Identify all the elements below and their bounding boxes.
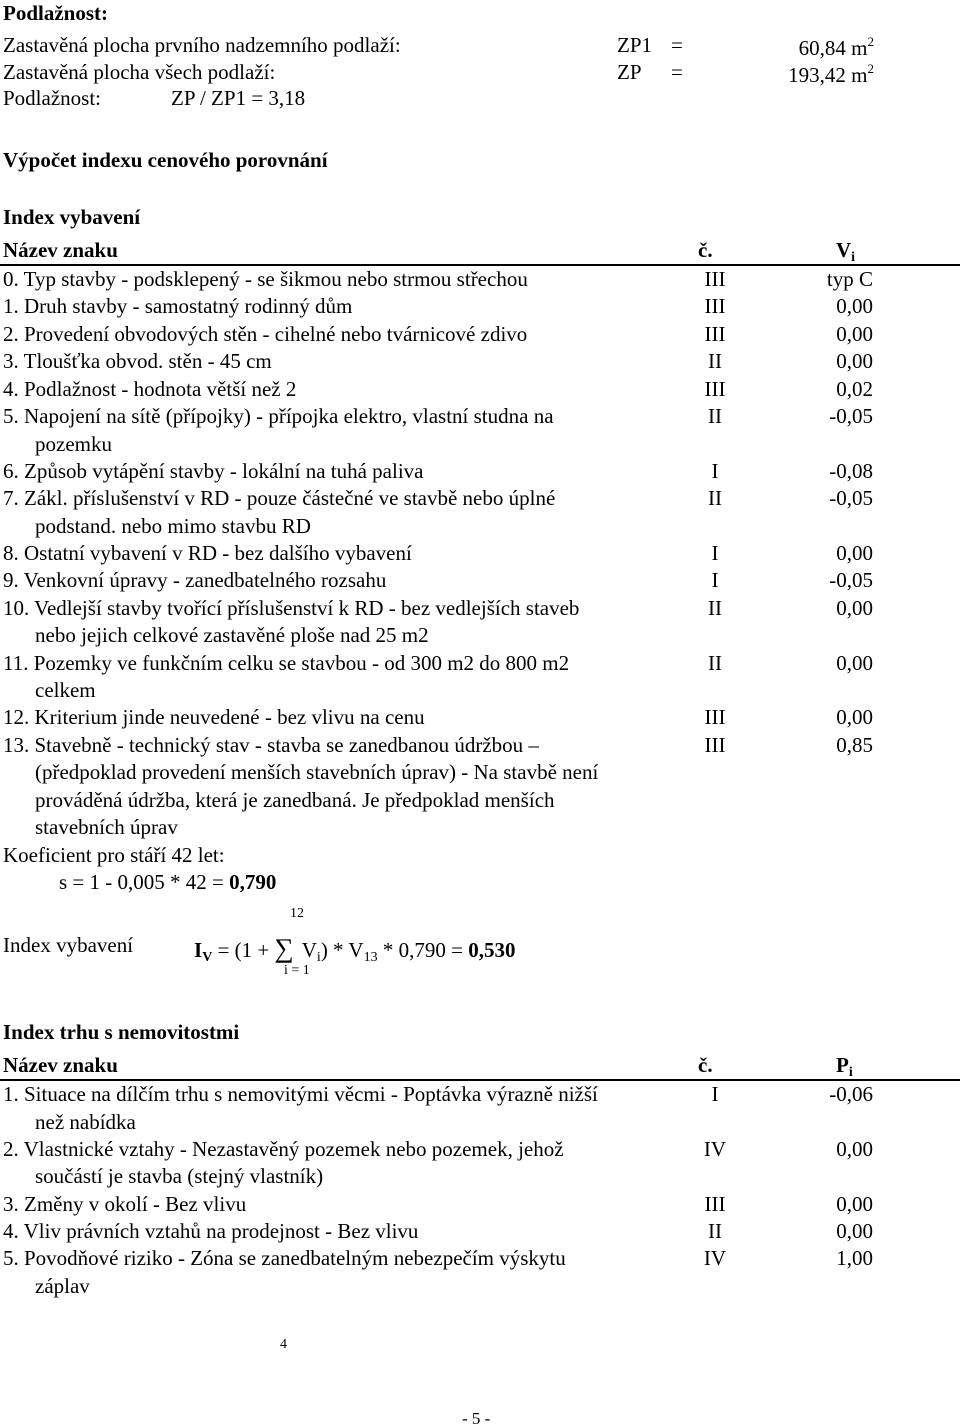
sum-upper-limit: 12 — [290, 906, 304, 921]
row-label-line: 0. Typ stavby - podsklepený - se šikmou nebo strmou střechou — [3, 267, 528, 291]
row-label — [3, 458, 683, 486]
podlaznost-row2-value: 193,42 $m^2$ — [788, 61, 874, 87]
podlaznost-row1-label: Zastavěná plocha prvního nadzemního podlaží: — [3, 33, 401, 57]
row-label-line: 4. Vliv právních vztahů na prodejnost - Bez vlivu — [3, 1219, 419, 1243]
row-class: I — [711, 541, 719, 565]
row-label-continuation: podstand. nebo mimo stavbu RD — [35, 513, 311, 538]
row-class: II — [708, 486, 722, 511]
vypocet-heading: Výpočet indexu cenového porovnání — [3, 148, 328, 172]
vybaveni-col-value: $V_i$ — [836, 238, 856, 265]
row-label-continuation: pozemku — [35, 431, 112, 456]
row-label-line: 3. Změny v okolí - Bez vlivu — [3, 1191, 247, 1216]
koeficient-label: Koeficient pro stáří 42 let: — [3, 843, 225, 867]
row-label — [3, 704, 683, 732]
row-label — [3, 321, 683, 349]
row-value: 0,00 — [836, 1191, 873, 1216]
row-class: III — [704, 732, 726, 757]
row-class: III — [704, 294, 726, 319]
row-label — [3, 293, 683, 321]
sum-sign: ∑ — [274, 933, 294, 963]
row-value: 0,00 — [836, 595, 873, 620]
row-label-line: 4. Podlažnost - hodnota větší než 2 — [3, 376, 297, 401]
row-label-line: 2. Vlastnické vztahy - Nezastavěný pozemek nebo pozemek, jehož — [3, 1136, 564, 1161]
row-label-line: 1. Druh stavby - samostatný rodinný dům — [3, 294, 353, 319]
row-label — [3, 348, 683, 376]
row-class: III — [704, 1191, 726, 1216]
row-label — [3, 1136, 683, 1191]
row-value: 0,02 — [836, 376, 873, 401]
row-class: I — [711, 1082, 719, 1106]
row-label — [3, 1191, 683, 1219]
podlaznost-heading: Podlažnost: — [3, 1, 108, 25]
index-vybaveni-heading: Index vybavení — [3, 205, 141, 229]
vybaveni-col-class: č. — [698, 238, 713, 262]
row-class: III — [704, 267, 726, 291]
row-value: 0,00 — [836, 705, 873, 730]
row-label-continuation: než nabídka — [35, 1109, 136, 1134]
podlaznost-row3-label: Podlažnost: — [3, 86, 101, 110]
row-label — [3, 266, 683, 294]
row-label — [3, 403, 683, 458]
row-label — [3, 732, 683, 842]
row-label — [3, 567, 683, 595]
row-label-continuation: záplav — [35, 1273, 90, 1298]
trhu-col-name: Název znaku — [3, 1053, 118, 1077]
row-class: IV — [703, 1136, 727, 1161]
row-label-continuation: celkem — [35, 678, 96, 703]
row-label-line: 2. Provedení obvodových stěn - cihelné nebo tvárnicové zdivo — [3, 321, 528, 346]
row-label-continuation: součástí je stavba (stejný vlastník) — [35, 1164, 324, 1189]
row-label — [3, 1218, 683, 1246]
page-number: - 5 - — [462, 1409, 491, 1428]
row-class: II — [708, 404, 722, 428]
podlaznost-row2-label: Zastavěná plocha všech podlaží: — [3, 60, 276, 84]
trhu-col-value: $P_i$ — [836, 1053, 853, 1080]
row-label-line: 3. Tloušťka obvod. stěn - 45 cm — [3, 349, 272, 374]
koeficient-formula: s = 1 - 0,005 * 42 = 0,790 — [59, 870, 277, 894]
row-label-continuation: (předpoklad provedení menších stavebních úprav) - Na stavbě není — [35, 760, 599, 785]
row-class: II — [708, 1219, 722, 1243]
trhu-col-class: č. — [698, 1053, 713, 1077]
row-label — [3, 376, 683, 404]
trhu-sum-upper: 4 — [280, 1337, 287, 1352]
row-value: 0,00 — [836, 321, 873, 346]
row-label-line: 13. Stavebně - technický stav - stavba se zanedbanou údržbou – — [3, 732, 539, 757]
row-label — [3, 540, 683, 568]
row-class: IV — [703, 1246, 727, 1271]
row-value: 0,00 — [836, 1219, 873, 1243]
row-label — [3, 650, 683, 705]
podlaznost-row1-eq: = — [671, 33, 683, 57]
row-class: III — [704, 376, 726, 401]
row-class: II — [708, 595, 722, 620]
row-value: typ C — [826, 267, 873, 291]
row-label-line: 10. Vedlejší stavby tvořící příslušenství k RD - bez vedlejších staveb — [3, 595, 580, 620]
row-class: II — [708, 650, 722, 675]
row-value: -0,05 — [829, 486, 873, 511]
row-label-line: 6. Způsob vytápění stavby - lokální na tuhá paliva — [3, 458, 424, 483]
row-value: -0,05 — [829, 568, 873, 593]
row-value: 0,00 — [836, 650, 873, 675]
row-class: III — [704, 321, 726, 346]
row-class: II — [708, 349, 722, 374]
row-label — [3, 1245, 683, 1300]
row-value: 1,00 — [836, 1246, 873, 1271]
vybaveni-col-name: Název znaku — [3, 238, 118, 262]
row-label — [3, 485, 683, 540]
row-value: 0,85 — [836, 732, 873, 757]
row-value: -0,06 — [829, 1082, 873, 1106]
formula-label: Index vybavení — [3, 933, 134, 957]
row-label — [3, 595, 683, 650]
row-label-line: 7. Zákl. příslušenství v RD - pouze částečné ve stavbě nebo úplné — [3, 486, 556, 511]
row-class: I — [711, 568, 719, 593]
row-label-continuation: prováděná údržba, která je zanedbaná. Je předpoklad menších — [35, 787, 555, 812]
row-value: 0,00 — [836, 294, 873, 319]
row-value: 0,00 — [836, 541, 873, 565]
formula-expression: $I_V = (1$ + ∑ $V_i) * V_{13} * 0,790 = 0,530$ — [194, 933, 516, 965]
podlaznost-row2-eq: = — [671, 60, 683, 84]
row-label-continuation: stavebních úprav — [35, 815, 178, 840]
row-label-line: 11. Pozemky ve funkčním celku se stavbou - od 300 m2 do 800 m2 — [3, 650, 570, 675]
podlaznost-row2-code: ZP — [617, 60, 642, 84]
row-label-line: 12. Kriterium jinde neuvedené - bez vlivu na cenu — [3, 705, 425, 730]
row-label-line: 8. Ostatní vybavení v RD - bez dalšího vybavení — [3, 541, 412, 565]
row-class: I — [711, 458, 719, 483]
row-value: 0,00 — [836, 349, 873, 374]
podlaznost-row3-formula: ZP / ZP1 = 3,18 — [171, 86, 306, 110]
row-value: -0,08 — [829, 458, 873, 483]
row-label-line: 9. Venkovní úpravy - zanedbatelného rozsahu — [3, 568, 387, 593]
row-label-line: 5. Povodňové riziko - Zóna se zanedbatelným nebezpečím výskytu — [3, 1246, 566, 1271]
row-label-line: 1. Situace na dílčím trhu s nemovitými věcmi - Poptávka výrazně nižší — [3, 1082, 598, 1106]
podlaznost-row1-value: 60,84 $m^2$ — [798, 34, 874, 60]
row-class: III — [704, 705, 726, 730]
sum-lower-limit: i = 1 — [284, 963, 310, 978]
row-value: 0,00 — [836, 1136, 873, 1161]
index-trhu-heading: Index trhu s nemovitostmi — [3, 1020, 240, 1044]
row-label-continuation: nebo jejich celkové zastavěné ploše nad 25 m2 — [35, 623, 429, 648]
row-label-line: 5. Napojení na sítě (přípojky) - přípojka elektro, vlastní studna na — [3, 404, 554, 428]
row-value: -0,05 — [829, 404, 873, 428]
podlaznost-row1-code: ZP1 — [617, 33, 653, 57]
row-label — [3, 1081, 683, 1136]
